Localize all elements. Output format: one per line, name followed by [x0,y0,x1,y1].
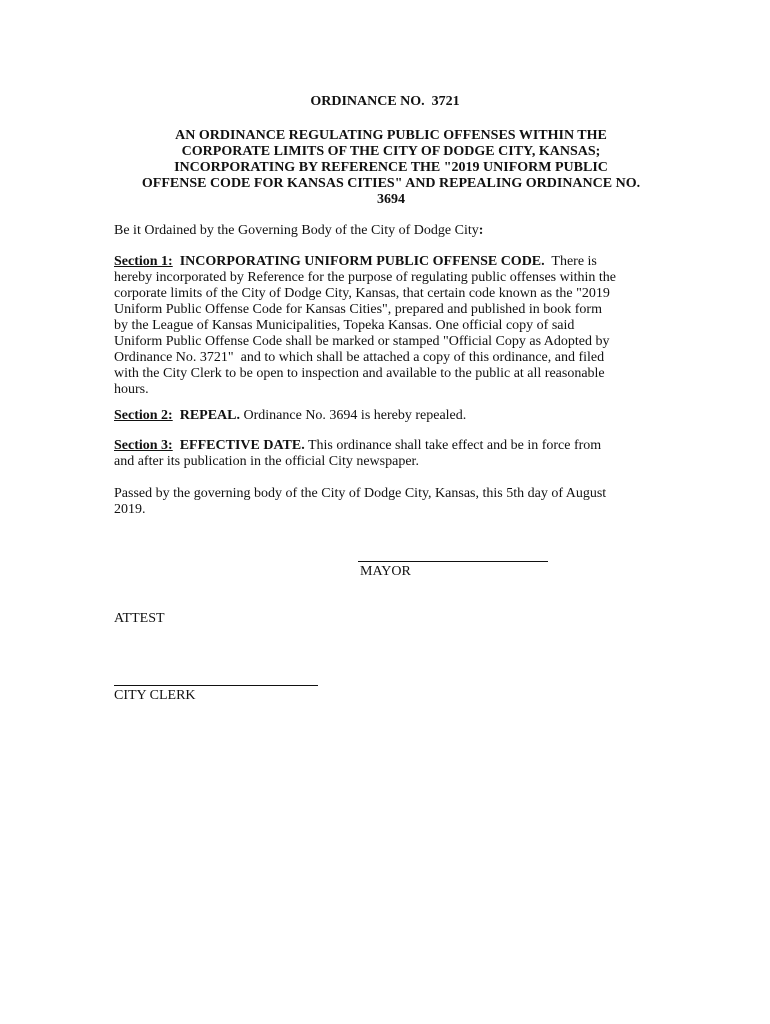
section-1-label: Section 1: [114,254,173,269]
section-1-line: Ordinance No. 3721" and to which shall be attached a copy of this ordinance, and filed [114,350,605,365]
ordinance-heading [108,128,674,208]
mayor-label: MAYOR [360,564,411,579]
attest-label: ATTEST [114,611,165,626]
section-1-line: by the League of Kansas Municipalities, Topeka Kansas. One official copy of said [114,318,575,333]
heading-line: INCORPORATING BY REFERENCE THE "2019 UNIFORM PUBLIC [174,160,608,175]
section-1-title: INCORPORATING UNIFORM PUBLIC OFFENSE CODE. [179,254,545,269]
mayor-signature-line [358,561,548,562]
clerk-signature-line [114,685,318,686]
section-1-line: hours. [114,382,149,397]
section-1-line: hereby incorporated by Reference for the purpose of regulating public offenses within the [114,270,617,285]
clerk-label: CITY CLERK [114,688,196,703]
section-1-line: Uniform Public Offense Code for Kansas Cities", prepared and published in book form [114,302,602,317]
heading-line: 3694 [377,192,405,207]
passed-line: Passed by the governing body of the City of Dodge City, Kansas, this 5th day of August [114,486,607,501]
heading-line: OFFENSE CODE FOR KANSAS CITIES" AND REPEALING ORDINANCE NO. [141,176,641,191]
section-2 [114,408,662,424]
section-3 [114,438,662,470]
section-2-label: Section 2: [114,408,173,423]
section-1-line: Uniform Public Offense Code shall be marked or stamped "Official Copy as Adopted by [114,334,610,349]
section-1-line: with the City Clerk to be open to inspection and available to the public at all reasonable [114,366,605,381]
section-1 [114,254,662,398]
section-2-title: REPEAL. [179,408,241,423]
section-1-first-line: There is [544,254,597,269]
heading-line: AN ORDINANCE REGULATING PUBLIC OFFENSES WITHIN THE [175,128,607,143]
preamble [114,223,662,239]
preamble-colon: : [478,223,484,238]
section-2-text: Ordinance No. 3694 is hereby repealed. [240,408,467,423]
ordinance-title: ORDINANCE NO. 3721 [310,94,460,109]
section-3-label: Section 3: [114,438,173,453]
section-3-first-line: This ordinance shall take effect and be in force from [304,438,602,453]
passed-line: 2019. [114,502,146,517]
preamble-text: Be it Ordained by the Governing Body of the City of Dodge City [114,223,479,238]
section-1-line: corporate limits of the City of Dodge City, Kansas, that certain code known as the "2019 [114,286,610,301]
heading-line: CORPORATE LIMITS OF THE CITY OF DODGE CITY, KANSAS; [181,144,601,159]
section-3-title: EFFECTIVE DATE. [179,438,305,453]
passed-statement [114,486,662,518]
section-3-line: and after its publication in the official City newspaper. [114,454,419,469]
